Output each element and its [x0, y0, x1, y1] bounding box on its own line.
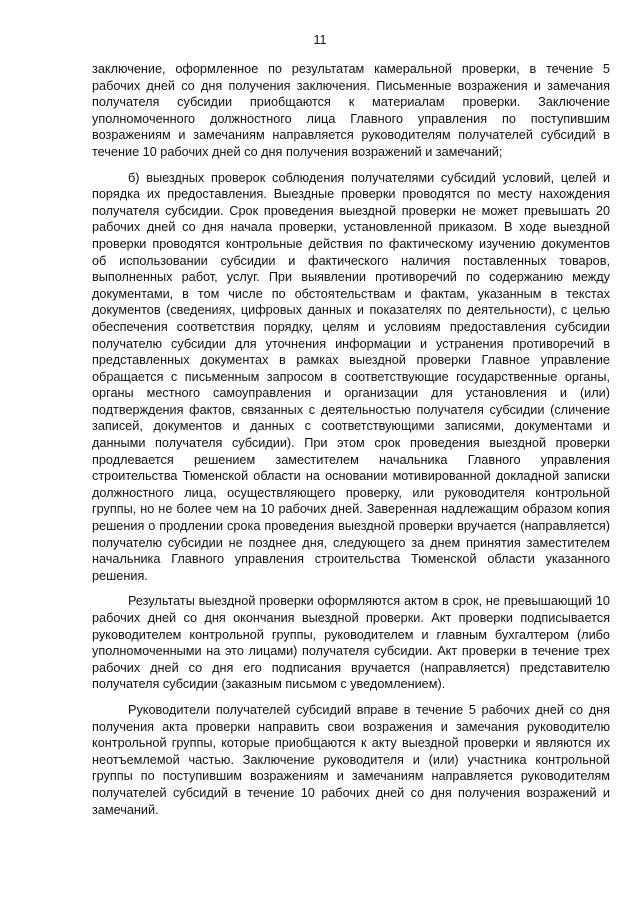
paragraph-continuation: заключение, оформленное по результатам камеральной проверки, в течение 5 рабочих дней со дня получения заключения. Письменные возражения и замечания получателя субсидии приобщаются к материалам проверки. Заключение уполномоченного должностного лица Главного управления по поступившим возражениям и замечаниям направляется руководителям получателей субсидий в течение 10 рабочих дней со дня получения возражений и замечаний;	[92, 62, 610, 159]
paragraph-objections: Руководители получателей субсидий вправе в течение 5 рабочих дней со дня получения акта проверки направить свои возражения и замечания руководителю контрольной группы, которые приобщаются к акту выездной проверки и являются их неотъемлемой частью. Заключение руководителя и (или) участника контрольной группы по поступившим возражениям и замечаниям направляется руководителям получателей субсидий в течение 10 рабочих дней со дня получения возражений и замечаний.	[92, 702, 610, 817]
page-number: 11	[313, 33, 327, 47]
body-text	[92, 61, 610, 827]
paragraph-inspection-results: Результаты выездной проверки оформляются актом в срок, не превышающий 10 рабочих дней со дня окончания выездной проверки. Акт проверки подписывается руководителем контрольной группы, руководителем и главным бухгалтером (либо уполномоченными на это лицами) получателя субсидии. Акт проверки в течение трех рабочих дней со дня его подписания вручается (направляется) представителю получателя субсидии (заказным письмом с уведомлением).	[92, 594, 610, 692]
paragraph-field-inspections: б) выездных проверок соблюдения получателями субсидий условий, целей и порядка их предоставления. Выездные проверки проводятся по месту нахождения получателя субсидии. Срок проведения выездной проверки не может превышать 20 рабочих дней со дня начала проверки, установленной приказом. В ходе выездной проверки проводятся контрольные действия по фактическому изучению документов об использовании субсидии и фактического наличия поставленных товаров, выполненных работ, услуг. При выявлении противоречий по содержанию между документами, в том числе по обстоятельствам и фактам, указанным в текстах документов (сведениях, цифровых данных и показателях по деятельности), с целью обеспечения соответствия порядку, целям и условиям предоставления субсидии получателю субсидии для уточнения информации и устранения противоречий в представленных документах в рамках выездной проверки Главное управление обращается с письменным запросом в соответствующие государственные органы, органы местного самоуправления и организации для установления и (или) подтверждения фактов, связанных с деятельностью получателя субсидии (сличение записей, документов и данных с соответствующими записями, документами и данными получателя субсидии). При этом срок проведения выездной проверки продлевается решением заместителем начальника Главного управления строительства Тюменской области на основании мотивированной докладной записки должностного лица, осуществляющего проверку, или руководителя контрольной группы, но не более чем на 10 рабочих дней. Заверенная надлежащим образом копия решения о продлении срока проведения выездной проверки вручается (направляется) получателю субсидии не позднее дня, следующего за днем принятия заместителем начальника Главного управления строительства Тюменской области указанного решения.	[92, 170, 610, 583]
